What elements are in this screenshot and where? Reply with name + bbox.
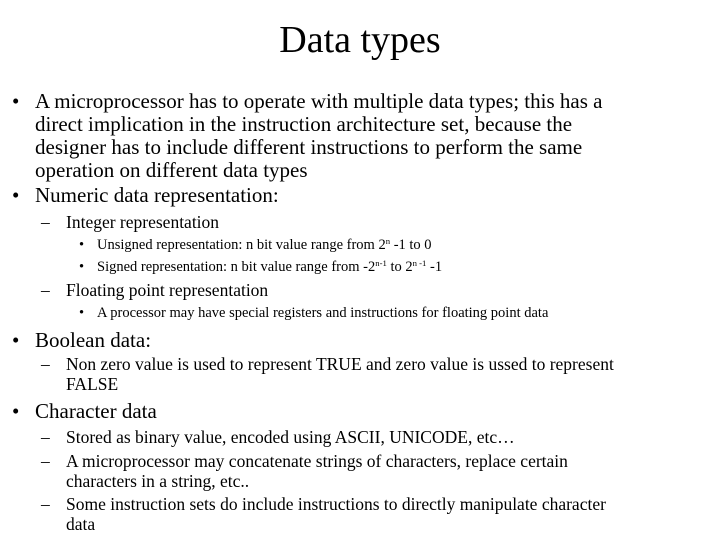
bullet-text: Character data (35, 399, 157, 423)
bullet-text: Boolean data: (35, 328, 152, 352)
bullet-text: Numeric data representation: (35, 183, 279, 207)
sub-sub-bullet-marker: • (79, 259, 85, 275)
sub-bullet-marker: – (41, 354, 50, 374)
sub-sub-bullet-text: Unsigned representation: n bit value range from 2$^n$ -1 to 0 (97, 236, 432, 253)
sub-bullet-text: characters in a string, etc.. (66, 471, 250, 491)
bullet-text: direct implication in the instruction architecture set, because the (35, 112, 573, 136)
sub-bullet-text: Non zero value is used to represent TRUE and zero value is ussed to represent (66, 354, 614, 374)
sub-bullet-marker: – (41, 427, 50, 447)
sub-bullet-text: data (66, 514, 96, 534)
sub-bullet-marker: – (41, 212, 50, 232)
sub-bullet-text: Stored as binary value, encoded using ASCII, UNICODE, etc… (66, 427, 515, 447)
sub-bullet-marker: – (41, 494, 50, 514)
sub-sub-bullet-text: Signed representation: n bit value range from -2$^{n-1}$ to 2$^{n -1}$ -1 (97, 258, 443, 275)
sub-sub-bullet-marker: • (79, 237, 85, 253)
sub-bullet-text: A microprocessor may concatenate strings of characters, replace certain (66, 451, 568, 471)
sub-bullet-marker: – (41, 280, 50, 300)
sub-bullet-marker: – (41, 451, 50, 471)
bullet-marker: • (12, 328, 20, 352)
sub-bullet-text: FALSE (66, 374, 119, 394)
bullet-marker: • (12, 89, 20, 113)
sub-sub-bullet-marker: • (79, 305, 85, 321)
bullet-marker: • (12, 183, 20, 207)
slide-title: Data types (279, 19, 441, 61)
sub-bullet-text: Some instruction sets do include instructions to directly manipulate character (66, 494, 606, 514)
sub-sub-bullet-text: A processor may have special registers and instructions for floating point data (97, 305, 549, 321)
sub-bullet-text: Floating point representation (66, 280, 269, 300)
bullet-text: designer has to include different instructions to perform the same (35, 135, 583, 159)
sub-bullet-text: Integer representation (66, 212, 220, 232)
bullet-text: A microprocessor has to operate with multiple data types; this has a (35, 89, 603, 113)
bullet-text: operation on different data types (35, 158, 308, 182)
bullet-marker: • (12, 399, 20, 423)
